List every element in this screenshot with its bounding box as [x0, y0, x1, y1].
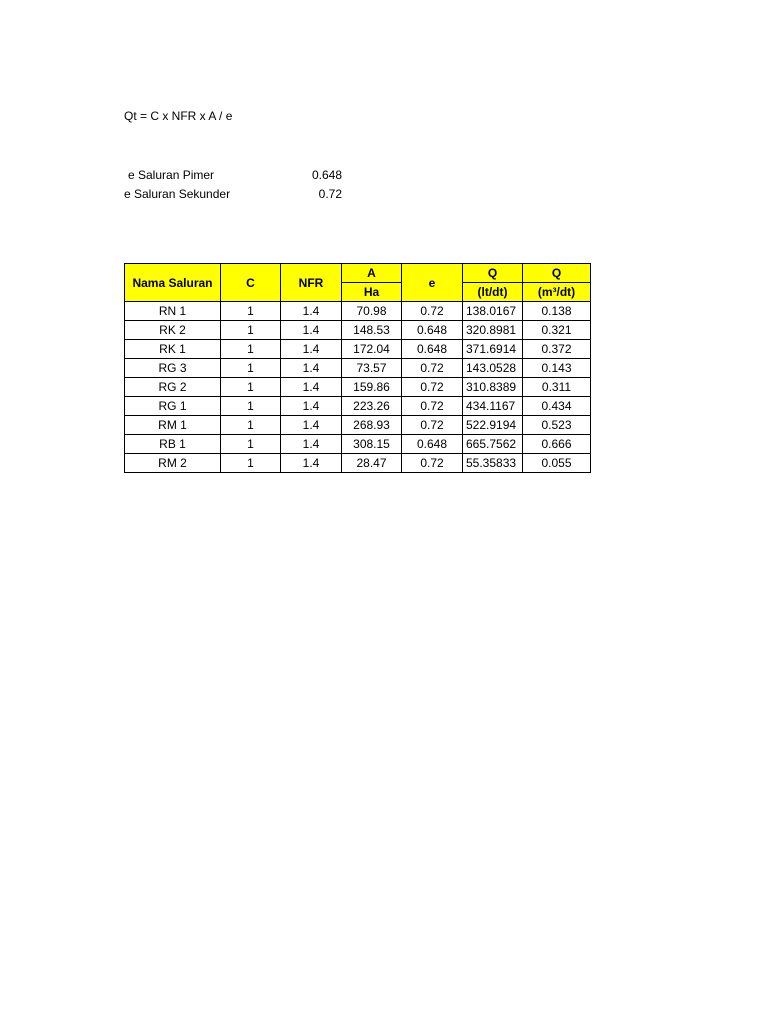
table-row: [125, 340, 591, 359]
cell-nfr: 1.4: [281, 416, 342, 435]
cell-e: 0.72: [402, 416, 463, 435]
cell-a: 70.98: [342, 302, 402, 321]
cell-a: 172.04: [342, 340, 402, 359]
cell-c: 1: [221, 416, 281, 435]
header-row-1: [125, 264, 591, 283]
param-primary-row: [124, 168, 342, 186]
param-primary-value: 0.648: [311, 168, 342, 182]
cell-c: 1: [221, 340, 281, 359]
cell-q-m3: 0.138: [523, 302, 591, 321]
header-q-lt-unit: (lt/dt): [463, 283, 523, 302]
table-row: [125, 321, 591, 340]
cell-nama-saluran: RG 1: [125, 397, 221, 416]
cell-nfr: 1.4: [281, 397, 342, 416]
header-q-m3: Q: [523, 264, 591, 283]
cell-q-lt: 143.0528: [463, 359, 523, 378]
cell-nama-saluran: RK 2: [125, 321, 221, 340]
cell-nama-saluran: RK 1: [125, 340, 221, 359]
cell-a: 223.26: [342, 397, 402, 416]
cell-q-lt: 310.8389: [463, 378, 523, 397]
cell-q-lt: 371.6914: [463, 340, 523, 359]
cell-a: 159.86: [342, 378, 402, 397]
discharge-table: [124, 263, 591, 473]
cell-e: 0.72: [402, 397, 463, 416]
cell-nfr: 1.4: [281, 454, 342, 473]
table-row: [125, 416, 591, 435]
cell-nfr: 1.4: [281, 321, 342, 340]
cell-nama-saluran: RM 1: [125, 416, 221, 435]
header-nfr: NFR: [281, 264, 342, 302]
header-q-m3-unit: (m³/dt): [523, 283, 591, 302]
cell-q-m3: 0.321: [523, 321, 591, 340]
cell-q-m3: 0.523: [523, 416, 591, 435]
cell-nfr: 1.4: [281, 359, 342, 378]
cell-q-m3: 0.666: [523, 435, 591, 454]
cell-q-lt: 434.1167: [463, 397, 523, 416]
cell-c: 1: [221, 397, 281, 416]
cell-nama-saluran: RB 1: [125, 435, 221, 454]
cell-nama-saluran: RG 3: [125, 359, 221, 378]
cell-c: 1: [221, 359, 281, 378]
table-row: [125, 378, 591, 397]
cell-nama-saluran: RG 2: [125, 378, 221, 397]
cell-c: 1: [221, 302, 281, 321]
cell-q-lt: 665.7562: [463, 435, 523, 454]
cell-nfr: 1.4: [281, 435, 342, 454]
table-row: [125, 397, 591, 416]
table-header: [125, 264, 591, 302]
cell-q-m3: 0.143: [523, 359, 591, 378]
cell-e: 0.72: [402, 454, 463, 473]
formula-text: Qt = C x NFR x A / e: [124, 109, 233, 123]
table-row: [125, 359, 591, 378]
cell-c: 1: [221, 378, 281, 397]
cell-nama-saluran: RM 2: [125, 454, 221, 473]
table-body: [125, 302, 591, 473]
header-a: A: [342, 264, 402, 283]
cell-nfr: 1.4: [281, 302, 342, 321]
header-e: e: [402, 264, 463, 302]
cell-nama-saluran: RN 1: [125, 302, 221, 321]
header-a-unit: Ha: [342, 283, 402, 302]
cell-q-m3: 0.372: [523, 340, 591, 359]
cell-q-lt: 138.0167: [463, 302, 523, 321]
cell-q-m3: 0.055: [523, 454, 591, 473]
cell-q-lt: 320.8981: [463, 321, 523, 340]
cell-q-lt: 522.9194: [463, 416, 523, 435]
param-secondary-value: 0.72: [318, 187, 342, 201]
cell-a: 308.15: [342, 435, 402, 454]
cell-e: 0.72: [402, 359, 463, 378]
cell-e: 0.72: [402, 302, 463, 321]
cell-q-m3: 0.434: [523, 397, 591, 416]
cell-a: 148.53: [342, 321, 402, 340]
cell-e: 0.72: [402, 378, 463, 397]
cell-e: 0.648: [402, 435, 463, 454]
header-nama-saluran: Nama Saluran: [125, 264, 221, 302]
cell-c: 1: [221, 435, 281, 454]
param-primary-label: e Saluran Pimer: [128, 168, 215, 182]
cell-q-lt: 55.35833: [463, 454, 523, 473]
cell-nfr: 1.4: [281, 378, 342, 397]
cell-c: 1: [221, 321, 281, 340]
cell-q-m3: 0.311: [523, 378, 591, 397]
cell-nfr: 1.4: [281, 340, 342, 359]
header-c: C: [221, 264, 281, 302]
param-secondary-label: e Saluran Sekunder: [124, 187, 231, 201]
table-row: [125, 302, 591, 321]
table-row: [125, 435, 591, 454]
header-q-lt: Q: [463, 264, 523, 283]
param-secondary-row: [124, 187, 342, 205]
cell-a: 73.57: [342, 359, 402, 378]
cell-c: 1: [221, 454, 281, 473]
cell-e: 0.648: [402, 340, 463, 359]
cell-e: 0.648: [402, 321, 463, 340]
cell-a: 28.47: [342, 454, 402, 473]
cell-a: 268.93: [342, 416, 402, 435]
table-row: [125, 454, 591, 473]
